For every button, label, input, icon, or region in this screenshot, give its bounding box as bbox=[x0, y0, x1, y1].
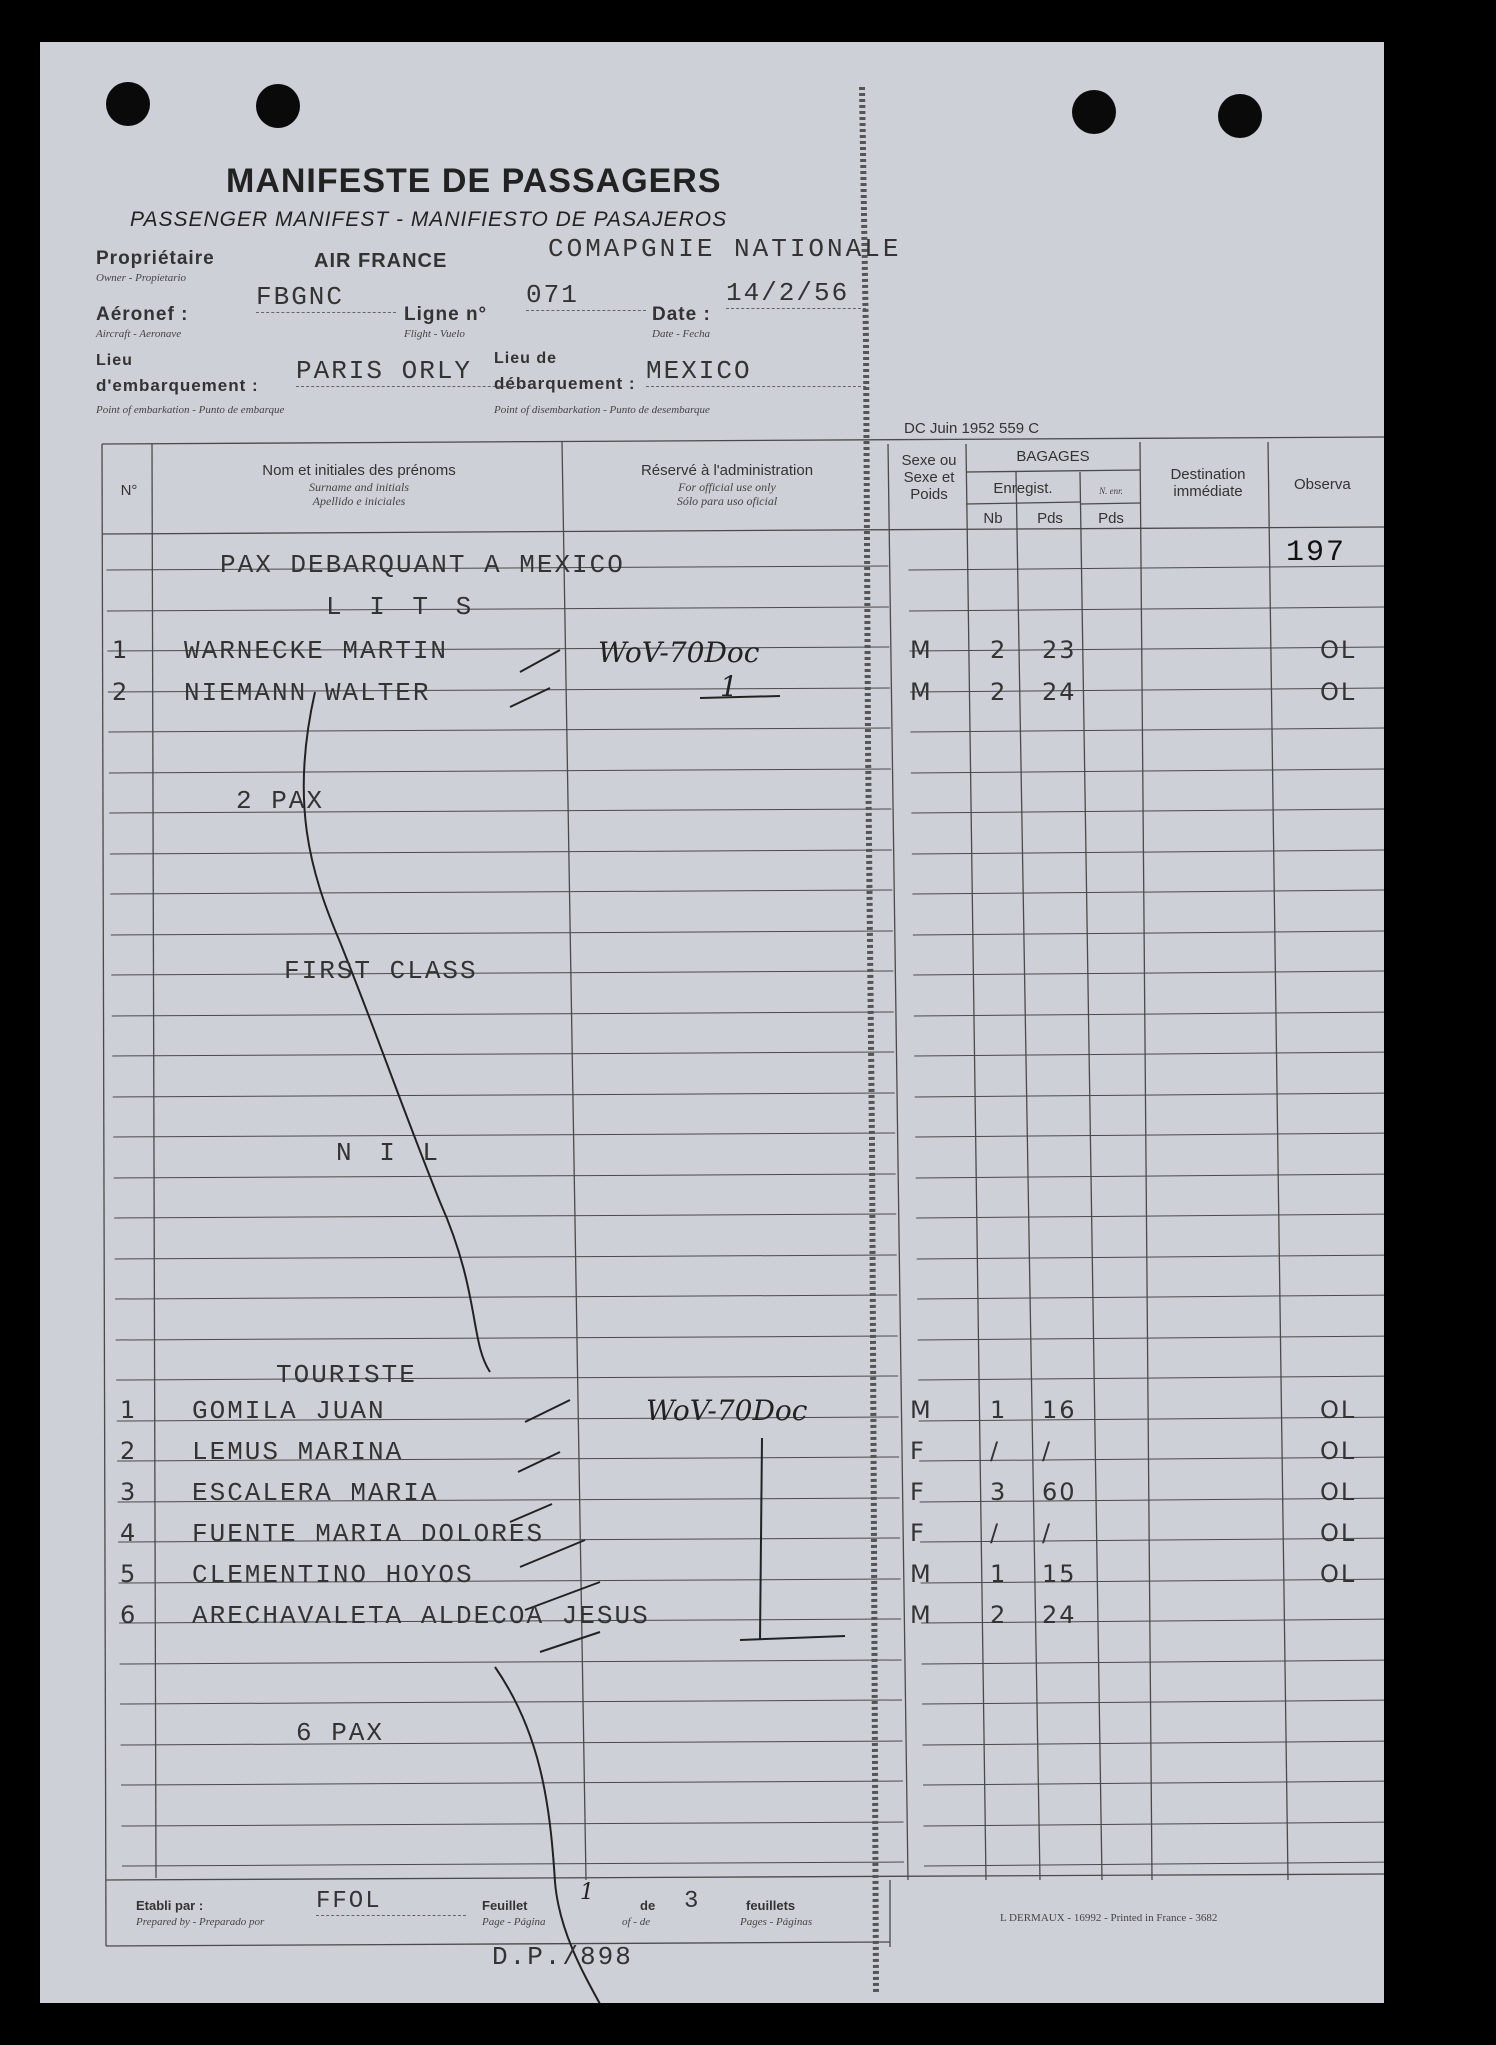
passenger-name: FUENTE MARIA DOLORES bbox=[192, 1519, 545, 1549]
col-header-pds: Pds bbox=[1037, 510, 1063, 527]
rule-line bbox=[918, 1336, 1384, 1340]
nil-heading: N I L bbox=[336, 1138, 445, 1168]
rule-line bbox=[111, 971, 893, 975]
rule-line bbox=[913, 931, 1384, 935]
rule-line bbox=[912, 890, 1384, 894]
passenger-no: 1 bbox=[120, 1396, 138, 1424]
manifest-title: MANIFESTE DE PASSAGERS bbox=[226, 162, 722, 200]
six-pax-total: 6 PAX bbox=[296, 1718, 385, 1748]
rule-line bbox=[120, 1700, 902, 1704]
rule-line bbox=[115, 1255, 897, 1259]
baggage-count: 2 bbox=[990, 678, 1008, 706]
passenger-name: ARECHAVALETA ALDECOA JESUS bbox=[192, 1601, 650, 1631]
baggage-weight: / bbox=[1042, 1437, 1053, 1465]
of-label: de bbox=[640, 1898, 656, 1913]
passenger-name: WARNECKE MARTIN bbox=[184, 636, 449, 666]
col-header-destination: Destination immédiate bbox=[1170, 466, 1246, 500]
disembark-label-1: Lieu de bbox=[494, 350, 558, 367]
passenger-sex: F bbox=[910, 1519, 926, 1547]
embark-label-1: Lieu bbox=[96, 352, 133, 369]
pax-debarquant-heading: PAX DEBARQUANT A MEXICO bbox=[220, 550, 625, 580]
rule-line bbox=[914, 1052, 1384, 1056]
passenger-name: NIEMANN WALTER bbox=[184, 678, 431, 708]
rule-line bbox=[110, 850, 892, 854]
baggage-count: 2 bbox=[990, 1601, 1008, 1629]
passenger-name: GOMILA JUAN bbox=[192, 1396, 386, 1426]
printer-imprint: L DERMAUX - 16992 - Printed in France - 3682 bbox=[1000, 1912, 1218, 1924]
prepared-by-label: Etabli par : bbox=[136, 1898, 204, 1913]
rule-line bbox=[918, 1376, 1384, 1380]
col-header-no: N° bbox=[120, 482, 138, 499]
col-header-nenr: N. enr. bbox=[1099, 486, 1123, 496]
observation: OL bbox=[1320, 1560, 1357, 1588]
rule-line bbox=[923, 1741, 1384, 1745]
flight-sublabel: Flight - Vuelo bbox=[404, 328, 465, 340]
of-value: 3 bbox=[684, 1888, 701, 1915]
official-mark: 1 bbox=[720, 670, 738, 703]
passenger-sex: M bbox=[910, 1396, 933, 1424]
rule-line bbox=[922, 1700, 1384, 1704]
manifest-subtitle: PASSENGER MANIFEST - MANIFIESTO DE PASAJEROS bbox=[130, 208, 728, 231]
passenger-no: 6 bbox=[120, 1601, 138, 1629]
lits-heading: L I T S bbox=[326, 592, 478, 622]
date-label: Date : bbox=[652, 304, 711, 325]
passenger-sex: F bbox=[910, 1478, 926, 1506]
rule-line bbox=[109, 809, 891, 813]
baggage-count: 1 bbox=[990, 1560, 1008, 1588]
rule-line bbox=[114, 1174, 896, 1178]
passenger-sex: M bbox=[910, 678, 933, 706]
rule-line bbox=[112, 1012, 894, 1016]
rule-line bbox=[116, 1376, 898, 1380]
baggage-weight: 16 bbox=[1042, 1396, 1077, 1424]
flight-value: 071 bbox=[526, 280, 646, 311]
prepared-by-value: FFOL bbox=[316, 1888, 466, 1916]
col-header-observe: Observa bbox=[1294, 476, 1351, 493]
passenger-name: CLEMENTINO HOYOS bbox=[192, 1560, 474, 1590]
rule-line bbox=[924, 1862, 1384, 1866]
rule-line bbox=[120, 1660, 902, 1664]
rule-line bbox=[912, 850, 1384, 854]
passenger-no: 4 bbox=[120, 1519, 138, 1547]
touriste-heading: TOURISTE bbox=[276, 1360, 417, 1390]
passenger-sex: M bbox=[910, 1560, 933, 1588]
col-header-admin-sub-1: For official use only bbox=[678, 480, 776, 494]
rule-line bbox=[910, 728, 1384, 732]
company-stamp: COMAPGNIE NATIONALE bbox=[548, 234, 902, 264]
disembark-sublabel: Point of disembarkation - Punto de desembarque bbox=[494, 404, 710, 416]
sheet-value: 1 bbox=[580, 1880, 594, 1905]
rule-line bbox=[915, 1133, 1384, 1137]
disembark-value: MEXICO bbox=[646, 356, 866, 387]
observation: OL bbox=[1320, 1519, 1357, 1547]
observation: OL bbox=[1320, 678, 1357, 706]
sheets-label: feuillets bbox=[746, 1898, 796, 1913]
baggage-weight: 24 bbox=[1042, 678, 1077, 706]
observation: OL bbox=[1320, 1478, 1357, 1506]
form-reference: DC Juin 1952 559 C bbox=[904, 420, 1040, 437]
baggage-weight: 24 bbox=[1042, 1601, 1077, 1629]
baggage-weight: 60 bbox=[1042, 1478, 1077, 1506]
date-sublabel: Date - Fecha bbox=[652, 328, 711, 340]
rule-line bbox=[923, 1781, 1384, 1785]
rule-line bbox=[909, 607, 1384, 611]
flight-label: Ligne n° bbox=[404, 304, 488, 325]
aircraft-label: Aéronef : bbox=[96, 304, 189, 325]
owner-label: Propriétaire bbox=[96, 248, 215, 269]
rule-line bbox=[111, 931, 893, 935]
sheet-sublabel: Page - Página bbox=[482, 1916, 546, 1928]
rule-line bbox=[108, 728, 890, 732]
baggage-weight: 15 bbox=[1042, 1560, 1077, 1588]
rule-line bbox=[122, 1862, 904, 1866]
sheet-label: Feuillet bbox=[482, 1898, 528, 1913]
official-stamp-1: WoV-70Doc bbox=[598, 636, 760, 669]
col-header-name: Nom et initiales des prénoms bbox=[262, 462, 456, 479]
rule-line bbox=[922, 1660, 1384, 1664]
form-grid bbox=[40, 42, 1384, 2003]
rule-line bbox=[107, 607, 889, 611]
passenger-sex: F bbox=[910, 1437, 926, 1465]
col-header-name-sub-2: Apellido e iniciales bbox=[312, 494, 406, 508]
col-header-sex: Sexe ou Sexe et Poids bbox=[901, 452, 957, 503]
first-class-heading: FIRST CLASS bbox=[284, 956, 478, 986]
embark-sublabel: Point of embarkation - Punto de embarque bbox=[96, 404, 285, 416]
baggage-count: 1 bbox=[990, 1396, 1008, 1424]
sheets-sublabel: Pages - Páginas bbox=[740, 1916, 813, 1928]
observation: OL bbox=[1320, 636, 1357, 664]
observation: OL bbox=[1320, 1396, 1357, 1424]
rule-line bbox=[923, 1822, 1384, 1826]
rule-line bbox=[115, 1295, 897, 1299]
col-header-nb: Nb bbox=[983, 510, 1003, 527]
of-sublabel: of - de bbox=[622, 1916, 651, 1928]
aircraft-sublabel: Aircraft - Aeronave bbox=[96, 328, 182, 340]
passenger-no: 1 bbox=[112, 636, 130, 664]
passenger-name: LEMUS MARINA bbox=[192, 1437, 404, 1467]
baggage-weight: / bbox=[1042, 1519, 1053, 1547]
passenger-no: 5 bbox=[120, 1560, 138, 1588]
dp-reference: D.P./898 bbox=[492, 1942, 633, 1972]
rule-line bbox=[113, 1133, 895, 1137]
rule-line bbox=[917, 1295, 1384, 1299]
col-header-admin: Réservé à l'administration bbox=[640, 462, 814, 479]
official-stamp-2: WoV-70Doc bbox=[646, 1394, 808, 1427]
rule-line bbox=[914, 1012, 1384, 1016]
passenger-sex: M bbox=[910, 636, 933, 664]
rule-line bbox=[114, 1214, 896, 1218]
rule-line bbox=[910, 688, 1384, 692]
rule-line bbox=[116, 1336, 898, 1340]
passenger-no: 3 bbox=[120, 1478, 138, 1506]
rule-line bbox=[916, 1174, 1384, 1178]
rule-line bbox=[113, 1093, 895, 1097]
col-header-bagages: BAGAGES bbox=[1016, 448, 1090, 465]
baggage-weight: 23 bbox=[1042, 636, 1077, 664]
col-header-pds2: Pds bbox=[1098, 510, 1124, 527]
two-pax-total: 2 PAX bbox=[236, 786, 325, 816]
col-header-enregist: Enregist. bbox=[993, 480, 1053, 497]
rule-line bbox=[916, 1214, 1384, 1218]
passenger-sex: M bbox=[910, 1601, 933, 1629]
owner-sublabel: Owner - Propietario bbox=[96, 272, 187, 284]
rule-line bbox=[917, 1255, 1384, 1259]
embark-value: PARIS ORLY bbox=[296, 356, 526, 387]
passenger-name: ESCALERA MARIA bbox=[192, 1478, 439, 1508]
date-value: 14/2/56 bbox=[726, 278, 866, 309]
baggage-count: / bbox=[990, 1437, 1001, 1465]
passenger-no: 2 bbox=[120, 1437, 138, 1465]
rule-line bbox=[911, 809, 1384, 813]
disembark-label-2: débarquement : bbox=[494, 374, 636, 393]
rule-line bbox=[109, 769, 891, 773]
manifest-sheet bbox=[40, 42, 1384, 2003]
rule-line bbox=[913, 971, 1384, 975]
baggage-count: / bbox=[990, 1519, 1001, 1547]
rule-line bbox=[911, 769, 1384, 773]
embark-label-2: d'embarquement : bbox=[96, 376, 259, 395]
rule-line bbox=[919, 1417, 1384, 1421]
observation: OL bbox=[1320, 1437, 1357, 1465]
baggage-count: 2 bbox=[990, 636, 1008, 664]
col-header-name-sub-1: Surname and initials bbox=[308, 480, 409, 494]
passenger-no: 2 bbox=[112, 678, 130, 706]
aircraft-value: FBGNC bbox=[256, 282, 396, 313]
rule-line bbox=[110, 890, 892, 894]
prepared-by-sublabel: Prepared by - Preparado por bbox=[136, 1916, 265, 1928]
rule-line bbox=[919, 1457, 1384, 1461]
rule-line bbox=[121, 1781, 903, 1785]
rule-line bbox=[121, 1822, 903, 1826]
owner-value: AIR FRANCE bbox=[314, 250, 448, 272]
col-header-admin-sub-2: Sólo para uso oficial bbox=[676, 494, 778, 508]
rule-line bbox=[909, 647, 1384, 651]
rule-line bbox=[915, 1093, 1384, 1097]
rule-line bbox=[112, 1052, 894, 1056]
page-number: 197 bbox=[1286, 536, 1347, 570]
baggage-count: 3 bbox=[990, 1478, 1008, 1506]
rule-line bbox=[121, 1741, 903, 1745]
